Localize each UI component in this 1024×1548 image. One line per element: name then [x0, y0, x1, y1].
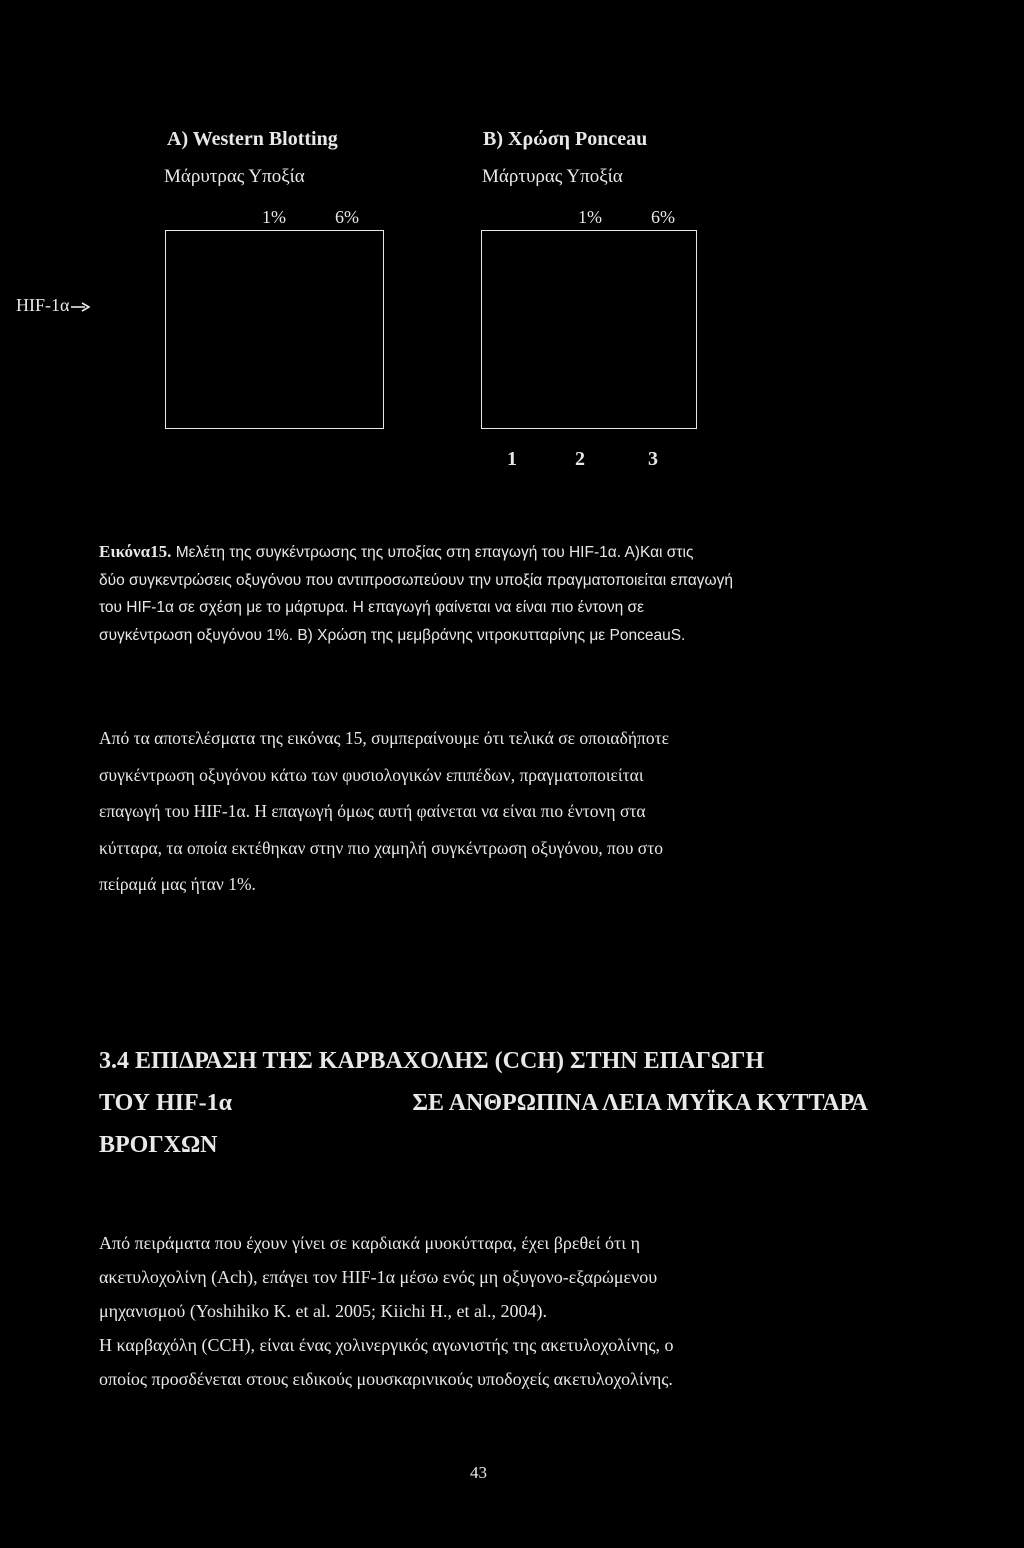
caption-line-4	[99, 622, 868, 650]
panel-b-lane-2: 6%	[651, 207, 675, 227]
caption-line-1	[99, 538, 868, 567]
heading-line-3	[99, 1124, 868, 1166]
paragraph-line: κύτταρα, τα οποία εκτέθηκαν στην πιο χαμηλή συγκέντρωση οξυγόνου, που στο	[99, 837, 664, 858]
caption-text: Μελέτη της συγκέντρωσης της υποξίας στη επαγωγή του HIF-1α. Α)Και στις	[171, 544, 694, 561]
paragraph-line: επαγωγή του HIF-1α. Η επαγωγή όμως αυτή φαίνεται να είναι πιο έντονη στα	[99, 801, 646, 821]
lane-number-1: 1	[507, 448, 517, 470]
ponceau-stain-image	[481, 230, 697, 429]
paragraph-line: μηχανισμού (Yoshihiko K. et al. 2005; Kiichi H., et al., 2004).	[99, 1301, 547, 1321]
heading-text: ΤΟΥ HIF-1α	[99, 1090, 233, 1116]
paragraph-line: Από πειράματα που έχουν γίνει σε καρδιακά μυοκύτταρα, έχει βρεθεί ότι η	[99, 1233, 640, 1253]
caption-line-2	[99, 567, 868, 595]
panel-a-subtitle: Μάρυτρας Υποξία	[164, 166, 305, 187]
page-number: 43	[470, 1463, 487, 1482]
panel-a-title: A) Western Blotting	[167, 128, 338, 150]
figure-caption	[99, 538, 868, 649]
panel-a-lane-2: 6%	[335, 207, 359, 227]
arrow-right-icon	[70, 296, 90, 317]
heading-line-2	[99, 1082, 868, 1124]
panel-b-title: B) Χρώση Ponceau	[483, 128, 648, 150]
caption-line-3	[99, 594, 868, 622]
paragraph-line: πείραμά μας ήταν 1%.	[99, 874, 256, 894]
lane-number-3: 3	[648, 448, 658, 470]
cch-paragraph	[99, 1226, 868, 1396]
caption-text: συγκέντρωση οξυγόνου 1%. Β) Χρώση της μεμβράνης νιτροκυτταρίνης με PonceauS.	[99, 626, 686, 644]
panel-b-subtitle: Μάρτυρας Υποξία	[482, 166, 623, 187]
western-blot-image	[165, 230, 384, 429]
hif-label: HIF-1α	[16, 295, 70, 315]
lane-number-2: 2	[575, 448, 585, 470]
heading-text: 3.4 ΕΠΙΔΡΑΣΗ ΤΗΣ ΚΑΡΒΑΧΟΛΗΣ (CCH) ΣΤΗΝ ΕΠΑΓΩΓΗ	[99, 1048, 765, 1074]
section-heading	[99, 1040, 868, 1166]
paragraph-line: Από τα αποτελέσματα της εικόνας 15, συμπεραίνουμε ότι τελικά σε οποιαδήποτε	[99, 728, 669, 748]
paragraph-line: οποίος προσδένεται στους ειδικούς μουσκαρινικούς υποδοχείς ακετυλοχολίνης.	[99, 1369, 673, 1389]
hif-label-row	[16, 295, 90, 317]
caption-text: δύο συγκεντρώσεις οξυγόνου που αντιπροσωπεύουν την υποξία πραγματοποιείται επαγωγή	[99, 571, 734, 589]
caption-label: Εικόνα15.	[99, 542, 172, 561]
paragraph-line: Η καρβαχόλη (CCH), είναι ένας χολινεργικός αγωνιστής της ακετυλοχολίνης, ο	[99, 1335, 674, 1355]
results-paragraph	[99, 720, 868, 903]
heading-text: ΣΕ ΑΝΘΡΩΠΙΝΑ ΛΕΙΑ ΜΥΪΚΑ ΚΥΤΤΑΡΑ	[412, 1090, 868, 1116]
caption-text: του HIF-1α σε σχέση με το μάρτυρα. Η επαγωγή φαίνεται να είναι πιο έντονη σε	[99, 599, 645, 616]
heading-text: ΒΡΟΓΧΩΝ	[99, 1132, 218, 1158]
heading-line-1	[99, 1040, 868, 1082]
panel-a-lane-1: 1%	[262, 207, 286, 227]
paragraph-line: ακετυλοχολίνη (Ach), επάγει τον HIF-1α μέσω ενός μη οξυγονο-εξαρώμενου	[99, 1267, 658, 1287]
panel-b-lane-1: 1%	[578, 207, 602, 227]
paragraph-line: συγκέντρωση οξυγόνου κάτω των φυσιολογικών επιπέδων, πραγματοποιείται	[99, 764, 644, 785]
